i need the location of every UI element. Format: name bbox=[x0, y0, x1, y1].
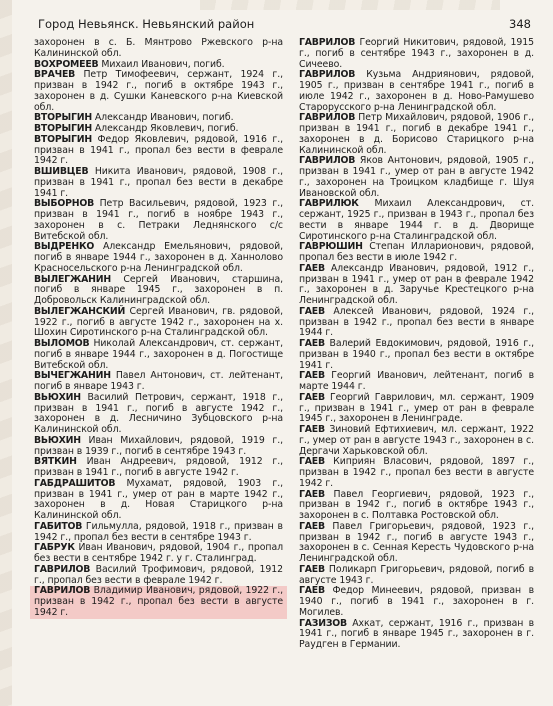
entry-surname: ВРАЧЕВ bbox=[34, 69, 76, 81]
entry-surname: ГАБРУК bbox=[34, 542, 75, 554]
entry-details: Владимир Иванович, рядовой, 1922 г., призван в 1942 г., пропал без вести в августе 1942 г. bbox=[34, 585, 283, 618]
memorial-entry bbox=[34, 522, 283, 544]
entry-surname: ГАВРИЛОВ bbox=[34, 585, 91, 597]
entry-details: Георгий Иванович, лейтенант, погиб в марте 1944 г. bbox=[299, 370, 534, 392]
entry-surname: ГАЕВ bbox=[299, 262, 325, 274]
memorial-entry bbox=[299, 242, 534, 264]
watermark-top bbox=[200, 0, 500, 10]
memorial-entry bbox=[299, 307, 534, 339]
entry-surname: ГАЕВ bbox=[299, 424, 325, 435]
entry-details: Георгий Никитович, рядовой, 1915 г., погиб в сентябре 1943 г., захоронен в д. Сичеево. bbox=[299, 37, 534, 70]
entry-surname: ГАБДРАШИТОВ bbox=[34, 477, 116, 489]
memorial-entry bbox=[299, 38, 534, 70]
entry-surname: ГАЕВ bbox=[299, 370, 325, 382]
watermark-strip bbox=[0, 0, 12, 706]
page-number: 348 bbox=[509, 17, 531, 31]
entry-surname: ГАВРИЛОВ bbox=[299, 37, 356, 48]
memorial-entry bbox=[34, 167, 283, 199]
entry-details: Валерий Евдокимович, рядовой, 1916 г., призван в 1940 г., пропал без вести в октябре 1941 г. bbox=[299, 338, 534, 371]
page-title: Город Невьянск. Невьянский район bbox=[38, 17, 255, 31]
entry-surname: ГАВРИЛОВ bbox=[299, 155, 356, 167]
memorial-entry bbox=[34, 543, 283, 565]
entry-details: Михаил Иванович, погиб. bbox=[98, 58, 225, 70]
memorial-entry bbox=[299, 339, 534, 371]
memorial-entry bbox=[299, 156, 534, 199]
entry-details: Василий Трофимович, рядовой, 1912 г., пропал без вести в феврале 1942 г. bbox=[34, 563, 283, 586]
memorial-entry bbox=[299, 199, 534, 242]
entry-surname: ВТОРЫГИН bbox=[34, 133, 92, 145]
entry-details: Зиновий Ефтихиевич, мл. сержант, 1922 г., умер от ран в августе 1943 г., захоронен в с. Дергачи Харьковской обл. bbox=[299, 424, 534, 457]
entry-details: Федор Минеевич, рядовой, призван в 1940 г., погиб в 1941 г., захоронен в г. Могилев. bbox=[299, 585, 534, 618]
entry-surname: ВЬЮХИН bbox=[34, 391, 81, 403]
memorial-entry bbox=[34, 307, 283, 339]
memorial-entry bbox=[34, 393, 283, 436]
entry-details: Алексей Иванович, рядовой, 1924 г., призван в 1942 г., пропал без вести в январе 1944 г. bbox=[299, 305, 534, 339]
entry-surname: ГАЗИЗОВ bbox=[299, 617, 347, 629]
entry-surname: ГАВРЮШИН bbox=[299, 241, 363, 253]
entry-details: Поликарп Григорьевич, рядовой, погиб в августе 1943 г. bbox=[299, 563, 534, 586]
entry-details: Павел Георгиевич, рядовой, 1923 г., призван в 1942 г., погиб в октябре 1943 г., захоронен в с. Полтавка Ростовской обл. bbox=[299, 488, 534, 521]
entry-surname: ГАЕВ bbox=[299, 520, 325, 532]
entry-surname: ГАЕВ bbox=[299, 585, 325, 597]
entry-surname: ГАВРИЛОВ bbox=[34, 563, 91, 575]
entry-surname: ГАЕВ bbox=[299, 563, 325, 575]
memorial-entry bbox=[34, 436, 283, 458]
entry-surname: ВЫЛЕГЖАНИН bbox=[34, 273, 112, 285]
memorial-entry bbox=[299, 113, 534, 156]
entry-details: Георгий Гаврилович, мл. сержант, 1909 г., призван в 1941 г., умер от ран в феврале 1945 г., захоронен в Ленинграде. bbox=[299, 391, 534, 425]
memorial-entry bbox=[34, 275, 283, 307]
memorial-entry bbox=[299, 425, 534, 457]
entry-surname: ГАЕВ bbox=[299, 391, 325, 403]
memorial-entry bbox=[34, 339, 283, 371]
memorial-entry bbox=[299, 393, 534, 425]
entry-details: Петр Васильевич, рядовой, 1923 г., призван в 1941 г., погиб в ноябре 1943 г., захоронен в с. Петраки Леднянского с/с Витебской обл. bbox=[34, 198, 283, 242]
entry-surname: ВЫЛЕГЖАНСКИЙ bbox=[34, 305, 126, 317]
entry-surname: ГАВРИЛОВ bbox=[299, 69, 356, 81]
entry-surname: ВЫБОРНОВ bbox=[34, 198, 95, 210]
entry-details: Иван Андреевич, рядовой, 1912 г., призван в 1941 г., погиб в августе 1942 г. bbox=[34, 456, 283, 478]
entry-details: захоронен в с. Б. Мянтрово Ржевского р-на Калининской обл. bbox=[34, 37, 283, 59]
entry-surname: ВТОРЫГИН bbox=[34, 123, 92, 134]
entry-details: Василий Петрович, сержант, 1918 г., призван в 1941 г., погиб в августе 1942 г., захоронен в д. Лесничино Зубцовского р-на Калининской обл. bbox=[34, 391, 283, 435]
memorial-entry bbox=[34, 135, 283, 167]
entry-details: Мухамат, рядовой, 1903 г., призван в 1941 г., умер от ран в марте 1942 г., захоронен в д. Новая Старицкого р-на Калининской обл. bbox=[34, 477, 283, 521]
memorial-entry bbox=[34, 565, 283, 587]
entry-surname: ГАЕВ bbox=[299, 305, 325, 317]
entry-surname: ГАБИТОВ bbox=[34, 520, 83, 532]
entry-surname: ВЫДРЕНКО bbox=[34, 241, 95, 253]
entry-surname: ГАЕВ bbox=[299, 456, 325, 468]
memorial-entry bbox=[299, 264, 534, 307]
entry-details: Александр Яковлевич, погиб. bbox=[91, 123, 239, 134]
entry-details: Кузьма Андриянович, рядовой, 1905 г., призван в сентябре 1941 г., погиб в июле 1942 г., захоронен в д. Ново-Рамушево Старорусского р-на Ленинградской обл. bbox=[299, 69, 534, 113]
memorial-entry bbox=[299, 586, 534, 618]
memorial-entry bbox=[34, 457, 283, 479]
entry-surname: ВШИВЦЕВ bbox=[34, 166, 89, 177]
memorial-entry bbox=[30, 586, 287, 618]
entry-surname: ГАЕВ bbox=[299, 488, 325, 500]
entry-surname: ВЫЛОМОВ bbox=[34, 338, 90, 349]
memorial-entry bbox=[34, 199, 283, 242]
right-column bbox=[299, 38, 534, 651]
entry-surname: ВОХРОМЕЕВ bbox=[34, 58, 99, 70]
entry-details: Сергей Иванович, гв. рядовой, 1922 г., погиб в августе 1942 г., захоронен на х. Шохин Сиротинского р-на Сталинградской обл. bbox=[34, 305, 283, 339]
entry-details: Николай Александрович, ст. сержант, погиб в январе 1944 г., захоронен в д. Погостище Витебской обл. bbox=[34, 338, 283, 371]
entry-surname: ВЬЮХИН bbox=[34, 434, 81, 446]
entry-details: Киприян Власович, рядовой, 1897 г., призван в 1942 г., пропал без вести в августе 1942 г. bbox=[299, 456, 534, 489]
entry-details: Михаил Александрович, ст. сержант, 1925 г., призван в 1943 г., пропал без вести в январе 1944 г. в д. Дворище Сиротинского р-на Сталинградской обл. bbox=[299, 198, 534, 242]
memorial-entry bbox=[299, 70, 534, 113]
entry-details: Петр Михайлович, рядовой, 1906 г., призван в 1941 г., погиб в декабре 1941 г., захоронен в д. Борисово Старицкого р-на Калининской обл. bbox=[299, 112, 534, 156]
entry-surname: ГАВРИЛОВ bbox=[299, 112, 356, 124]
memorial-entry bbox=[34, 38, 283, 60]
memorial-entry bbox=[299, 457, 534, 489]
entry-surname: ГАЕВ bbox=[299, 338, 325, 349]
memorial-entry bbox=[299, 565, 534, 587]
memorial-entry bbox=[299, 619, 534, 651]
entry-surname: ГАВРИЛЮК bbox=[299, 198, 359, 210]
entry-details: Степан Илларионович, рядовой, пропал без вести в июле 1942 г. bbox=[299, 241, 534, 263]
entry-details: Павел Антонович, ст. лейтенант, погиб в январе 1943 г. bbox=[34, 370, 283, 392]
memorial-entry bbox=[34, 70, 283, 113]
entry-surname: ВЫЧЕГЖАНИН bbox=[34, 370, 111, 382]
entry-details: Александр Иванович, погиб. bbox=[91, 112, 234, 124]
entry-details: Сергей Иванович, старшина, погиб в январе 1945 г., захоронен в п. Добровольск Калининградской обл. bbox=[34, 273, 283, 306]
entry-details: Ахкат, сержант, 1916 г., призван в 1941 г., погиб в январе 1945 г., захоронен в г. Раудген в Германии. bbox=[299, 617, 534, 650]
entry-details: Яков Антонович, рядовой, 1905 г., призван в 1941 г., умер от ран в августе 1942 г., захоронен на Троицком кладбище г. Шуя Ивановской обл. bbox=[299, 155, 534, 199]
entry-surname: ВЯТКИН bbox=[34, 456, 77, 468]
entry-details: Никита Иванович, рядовой, 1908 г., призван в 1941 г., пропал без вести в декабре 1941 г. bbox=[34, 166, 283, 199]
left-column bbox=[34, 38, 283, 619]
entry-details: Иван Иванович, рядовой, 1904 г., пропал без вести в сентябре 1942 г. у г. Сталинград. bbox=[34, 542, 283, 564]
entry-details: Александр Емельянович, рядовой, погиб в январе 1944 г., захоронен в д. Ханнолово Красносельского р-на Ленинградской обл. bbox=[34, 241, 283, 274]
entry-details: Иван Михайлович, рядовой, 1919 г., призван в 1939 г., погиб в сентябре 1943 г. bbox=[34, 434, 283, 457]
entry-details: Федор Яковлевич, рядовой, 1916 г., призван в 1941 г., пропал без вести в феврале 1942 г. bbox=[34, 133, 283, 167]
memorial-entry bbox=[34, 242, 283, 274]
memorial-entry bbox=[299, 490, 534, 522]
entry-details: Александр Иванович, рядовой, 1912 г., призван в 1941 г., умер от ран в феврале 1942 г., захоронен в д. Заручье Крестецкого р-на Ленинградской обл. bbox=[299, 262, 534, 306]
memorial-entry bbox=[299, 522, 534, 565]
entry-surname: ВТОРЫГИН bbox=[34, 112, 92, 124]
entry-details: Павел Григорьевич, рядовой, 1923 г., призван в 1942 г., погиб в августе 1943 г., захоронен в с. Сенная Кересть Чудовского р-на Ленинградской обл. bbox=[299, 520, 534, 564]
memorial-entry bbox=[299, 371, 534, 393]
memorial-entry bbox=[34, 371, 283, 393]
memorial-entry bbox=[34, 479, 283, 522]
entry-details: Гильмулла, рядовой, 1918 г., призван в 1942 г., пропал без вести в сентябре 1943 г. bbox=[34, 520, 283, 543]
entry-details: Петр Тимофеевич, сержант, 1924 г., призван в 1942 г., погиб в октябре 1943 г., захоронен в д. Сушки Каневского р-на Киевской обл. bbox=[34, 69, 283, 113]
page-header bbox=[38, 17, 531, 33]
